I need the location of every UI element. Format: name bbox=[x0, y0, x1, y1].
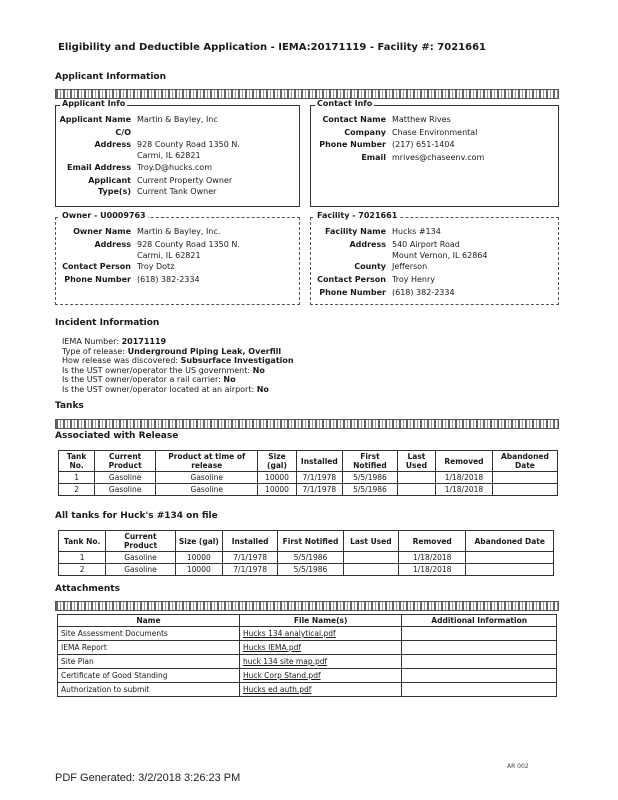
facility-field-label: County bbox=[354, 262, 386, 271]
table-cell bbox=[343, 564, 398, 576]
table-cell bbox=[492, 472, 557, 484]
incident-details bbox=[62, 337, 294, 394]
table-cell: 10000 bbox=[258, 472, 296, 484]
table-cell bbox=[343, 552, 398, 564]
table-cell bbox=[239, 655, 401, 669]
owner-field-value: 928 County Road 1350 N. Carmi, IL 62821 bbox=[137, 240, 240, 260]
table-cell: 1 bbox=[59, 472, 95, 484]
owner-field-label: Contact Person bbox=[62, 262, 131, 271]
table-cell: Gasoline bbox=[106, 564, 175, 576]
applicant-section-heading: Applicant Information bbox=[55, 72, 166, 82]
table-cell: 7/1/1978 bbox=[296, 484, 342, 496]
file-link[interactable]: huck 134 site map.pdf bbox=[242, 657, 328, 666]
alltanks-title: All tanks for Huck's #134 on file bbox=[55, 511, 218, 521]
column-header: Abandoned Date bbox=[466, 531, 554, 552]
table-cell: 5/5/1986 bbox=[278, 552, 343, 564]
applicant-field-label: Address bbox=[94, 140, 131, 149]
table-cell: 2 bbox=[59, 484, 95, 496]
table-cell: 1/18/2018 bbox=[436, 472, 493, 484]
table-cell bbox=[466, 552, 554, 564]
table-row bbox=[59, 564, 554, 576]
table-cell: Authorization to submit bbox=[58, 683, 240, 697]
table-cell: 7/1/1978 bbox=[222, 552, 277, 564]
table-cell: 1/18/2018 bbox=[399, 564, 466, 576]
facility-field-label: Contact Person bbox=[317, 275, 386, 284]
column-header: Last Used bbox=[397, 451, 435, 472]
incident-line: How release was discovered: Subsurface Investigation bbox=[62, 356, 294, 365]
column-header: Current Product bbox=[95, 451, 156, 472]
table-cell bbox=[239, 627, 401, 641]
column-header: Abandoned Date bbox=[492, 451, 557, 472]
column-header: Removed bbox=[436, 451, 493, 472]
column-header: Removed bbox=[399, 531, 466, 552]
facility-field-label: Address bbox=[349, 240, 386, 249]
incident-line: IEMA Number: 20171119 bbox=[62, 337, 167, 346]
associated-tanks-table bbox=[58, 450, 558, 496]
applicant-field-value: 928 County Road 1350 N. Carmi, IL 62821 bbox=[137, 140, 240, 160]
file-link[interactable]: Hucks IEMA.pdf bbox=[242, 643, 302, 652]
column-header: Tank No. bbox=[59, 531, 106, 552]
facility-field-value: Troy Henry bbox=[392, 275, 436, 284]
facility-field-value: Hucks #134 bbox=[392, 227, 441, 236]
applicant-field-label: Email Address bbox=[66, 163, 131, 172]
column-header: File Name(s) bbox=[239, 615, 401, 627]
contact-field-value: Chase Environmental bbox=[392, 128, 478, 137]
column-header: Last Used bbox=[343, 531, 398, 552]
table-row bbox=[58, 669, 557, 683]
table-cell: 10000 bbox=[258, 484, 296, 496]
facility-field-value: 540 Airport Road Mount Vernon, IL 62864 bbox=[392, 240, 488, 260]
owner-title: Owner - U0009763 bbox=[62, 211, 146, 220]
scan-noise-bar bbox=[55, 419, 559, 429]
facility-field-value: Jefferson bbox=[392, 262, 428, 271]
table-row bbox=[58, 641, 557, 655]
table-cell: Gasoline bbox=[156, 472, 258, 484]
table-cell: 7/1/1978 bbox=[222, 564, 277, 576]
scan-noise-bar bbox=[55, 601, 559, 611]
table-cell: 1/18/2018 bbox=[436, 484, 493, 496]
owner-field-value: (618) 382-2334 bbox=[137, 275, 200, 284]
table-cell: Gasoline bbox=[156, 484, 258, 496]
scan-noise-bar bbox=[55, 89, 559, 99]
owner-field-value: Martin & Bayley, Inc. bbox=[137, 227, 221, 236]
contact-info-box bbox=[310, 99, 559, 207]
table-cell: 1 bbox=[59, 552, 106, 564]
table-cell: Site Plan bbox=[58, 655, 240, 669]
contact-field-value: Matthew Rives bbox=[392, 115, 451, 124]
table-cell: Gasoline bbox=[106, 552, 175, 564]
all-tanks-table bbox=[58, 530, 554, 576]
incident-section-heading: Incident Information bbox=[55, 318, 160, 328]
table-row bbox=[59, 472, 558, 484]
file-link[interactable]: Hucks 134 analytical.pdf bbox=[242, 629, 336, 638]
column-header: First Notified bbox=[343, 451, 398, 472]
contact-field-value: (217) 651-1404 bbox=[392, 140, 455, 149]
table-header-row bbox=[59, 531, 554, 552]
facility-field-value: (618) 382-2334 bbox=[392, 288, 455, 297]
table-cell: 10000 bbox=[175, 552, 222, 564]
applicant-field-value: Martin & Bayley, Inc bbox=[137, 115, 218, 124]
attachments-section-heading: Attachments bbox=[55, 584, 120, 594]
owner-field-label: Address bbox=[94, 240, 131, 249]
table-cell bbox=[402, 683, 557, 697]
column-header: Tank No. bbox=[59, 451, 95, 472]
facility-title: Facility - 7021661 bbox=[317, 211, 398, 220]
applicant-field-label: C/O bbox=[115, 128, 131, 137]
table-cell: 1/18/2018 bbox=[399, 552, 466, 564]
table-row bbox=[58, 683, 557, 697]
column-header: Current Product bbox=[106, 531, 175, 552]
facility-field-label: Facility Name bbox=[324, 227, 386, 236]
file-link[interactable]: Huck Corp Stand.pdf bbox=[242, 671, 321, 680]
owner-field-label: Owner Name bbox=[73, 227, 131, 236]
table-cell bbox=[239, 641, 401, 655]
table-cell bbox=[402, 641, 557, 655]
table-cell: Gasoline bbox=[95, 472, 156, 484]
incident-line: Type of release: Underground Piping Leak, Overfill bbox=[62, 346, 282, 356]
applicant-info-title: Applicant Info bbox=[62, 99, 126, 108]
contact-info-title: Contact Info bbox=[317, 99, 373, 108]
table-cell: 10000 bbox=[175, 564, 222, 576]
table-cell bbox=[492, 484, 557, 496]
incident-line: Is the UST owner/operator a rail carrier: No bbox=[62, 375, 236, 384]
table-cell: 5/5/1986 bbox=[278, 564, 343, 576]
table-cell bbox=[397, 472, 435, 484]
table-cell bbox=[402, 655, 557, 669]
owner-field-value: Troy Dotz bbox=[137, 262, 175, 271]
table-cell bbox=[402, 669, 557, 683]
facility-box bbox=[310, 211, 559, 305]
table-header-row bbox=[58, 615, 557, 627]
contact-field-label: Email bbox=[361, 153, 386, 162]
applicant-field-label: Applicant Type(s) bbox=[88, 176, 131, 196]
facility-field-label: Phone Number bbox=[319, 288, 386, 297]
column-header: Size (gal) bbox=[175, 531, 222, 552]
incident-line: Is the UST owner/operator the US government: No bbox=[62, 365, 265, 375]
column-header: Installed bbox=[296, 451, 342, 472]
applicant-field-value: Current Property Owner Current Tank Owner bbox=[137, 176, 233, 196]
contact-field-label: Phone Number bbox=[319, 140, 386, 149]
column-header: First Notified bbox=[278, 531, 343, 552]
attachments-table bbox=[57, 614, 557, 697]
table-row bbox=[59, 484, 558, 496]
table-cell: Site Assessment Documents bbox=[58, 627, 240, 641]
owner-field-label: Phone Number bbox=[64, 275, 131, 284]
table-row bbox=[58, 627, 557, 641]
applicant-info-box bbox=[55, 99, 300, 207]
page-number: AR 002 bbox=[507, 763, 529, 770]
pdf-generated-footer: PDF Generated: 3/2/2018 3:26:23 PM bbox=[55, 772, 241, 784]
owner-box bbox=[55, 211, 300, 305]
contact-field-value: mrives@chaseenv.com bbox=[392, 153, 485, 162]
page-title: Eligibility and Deductible Application - IEMA:20171119 - Facility #: 7021661 bbox=[58, 42, 486, 53]
applicant-field-value: Troy.D@hucks.com bbox=[137, 163, 212, 172]
table-cell bbox=[239, 669, 401, 683]
tanks-section-heading: Tanks bbox=[55, 401, 84, 411]
table-cell: IEMA Report bbox=[58, 641, 240, 655]
column-header: Size (gal) bbox=[258, 451, 296, 472]
column-header: Name bbox=[58, 615, 240, 627]
table-row bbox=[59, 552, 554, 564]
contact-field-label: Company bbox=[344, 128, 386, 137]
column-header: Product at time of release bbox=[156, 451, 258, 472]
applicant-field-label: Applicant Name bbox=[59, 115, 131, 124]
file-link[interactable]: Hucks ed auth.pdf bbox=[242, 685, 312, 694]
table-cell: Certificate of Good Standing bbox=[58, 669, 240, 683]
table-cell: 5/5/1986 bbox=[343, 484, 398, 496]
table-cell bbox=[239, 683, 401, 697]
incident-line: Is the UST owner/operator located at an airport: No bbox=[62, 384, 269, 394]
table-cell bbox=[397, 484, 435, 496]
table-cell: 2 bbox=[59, 564, 106, 576]
column-header: Additional Information bbox=[402, 615, 557, 627]
table-cell bbox=[402, 627, 557, 641]
table-row bbox=[58, 655, 557, 669]
table-cell: Gasoline bbox=[95, 484, 156, 496]
contact-field-label: Contact Name bbox=[322, 115, 386, 124]
table-header-row bbox=[59, 451, 558, 472]
table-cell: 5/5/1986 bbox=[343, 472, 398, 484]
table-cell: 7/1/1978 bbox=[296, 472, 342, 484]
table-cell bbox=[466, 564, 554, 576]
associated-title: Associated with Release bbox=[55, 431, 179, 441]
column-header: Installed bbox=[222, 531, 277, 552]
